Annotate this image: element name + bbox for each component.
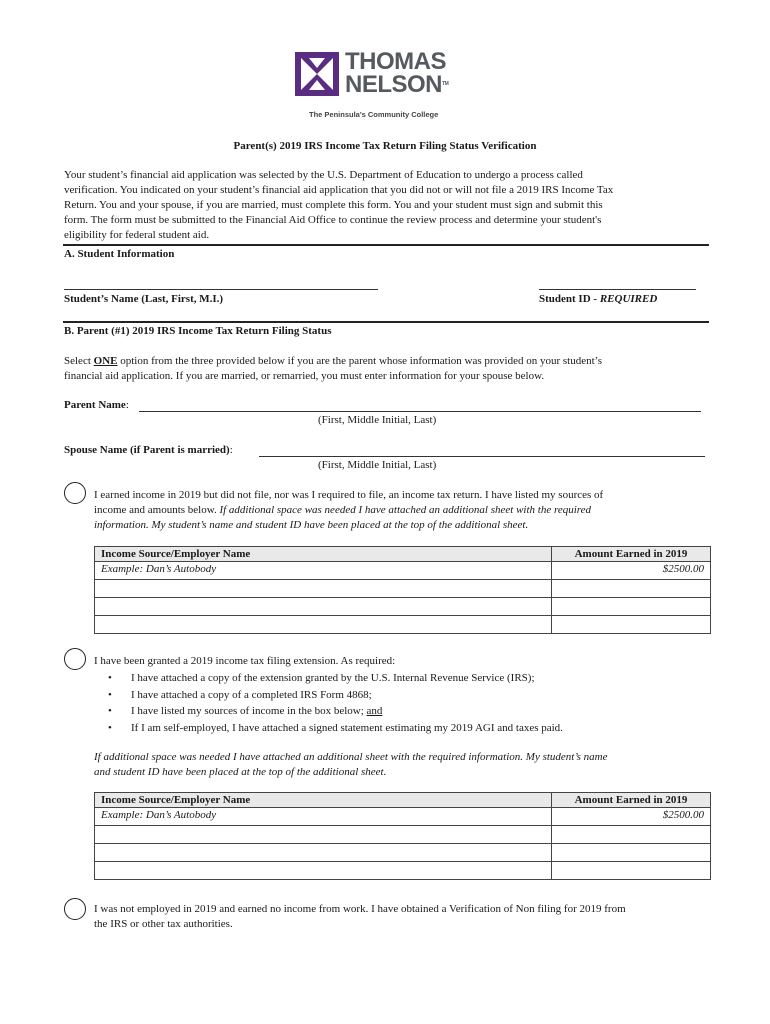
requirement-item: • If I am self-employed, I have attached a signed statement estimating my 2019 AGI and taxes paid.: [94, 720, 563, 737]
table-row: [95, 562, 711, 580]
student-id-field[interactable]: [539, 289, 696, 290]
option-3-line: the IRS or other tax authorities.: [94, 918, 233, 930]
option-1-line-text: income and amounts below.: [94, 504, 220, 516]
amount-earned-header: Amount Earned in 2019: [552, 547, 711, 562]
requirement-item: [94, 703, 563, 720]
amount-cell[interactable]: [552, 598, 711, 616]
intro-line: Return. You and your spouse, if you are married, must complete this form. You and your student must sign and submit this: [64, 199, 603, 211]
college-logo: [295, 50, 480, 120]
option-2-radio[interactable]: [64, 648, 86, 670]
income-source-cell[interactable]: [95, 862, 552, 880]
amount-earned-header: Amount Earned in 2019: [552, 793, 711, 808]
option-3-text: [94, 902, 714, 932]
college-logo-mark-icon: [295, 52, 339, 96]
example-amount: $2500.00: [552, 562, 711, 580]
table-row[interactable]: [95, 580, 711, 598]
student-id-label: [539, 293, 657, 305]
option-3-radio[interactable]: [64, 898, 86, 920]
option-1-line: information. My student’s name and student ID have been placed at the top of the additional sheet.: [94, 519, 529, 531]
instruction-line: [64, 354, 714, 369]
parent-name-field[interactable]: [139, 411, 701, 412]
spouse-name-hint: (First, Middle Initial, Last): [318, 459, 437, 471]
intro-line: Your student’s financial aid application was selected by the U.S. Department of Education to undergo a process called: [64, 169, 583, 181]
intro-paragraph: [64, 168, 714, 243]
option-2-intro: I have been granted a 2019 income tax filing extension. As required:: [94, 655, 396, 667]
amount-cell[interactable]: [552, 616, 711, 634]
spouse-name-field[interactable]: [259, 456, 705, 457]
requirement-item: • I have attached a copy of a completed IRS Form 4868;: [94, 687, 563, 704]
section-b-instructions: [64, 354, 714, 384]
college-tagline: The Peninsula's Community College: [309, 110, 439, 119]
student-name-field[interactable]: [64, 289, 378, 290]
option-1-line-italic: If additional space was needed I have attached an additional sheet with the required: [219, 504, 592, 516]
table-row[interactable]: [95, 862, 711, 880]
table-row: [95, 808, 711, 826]
option-2-requirements: [94, 670, 563, 736]
instruction-text: option from the three provided below if you are the parent whose information was provided on your student’s: [117, 355, 602, 367]
option-2-note: [94, 750, 714, 780]
income-source-header: Income Source/Employer Name: [95, 547, 552, 562]
instruction-text: Select: [64, 355, 94, 367]
logo-line-nelson-text: NELSON: [345, 71, 443, 98]
example-income-source: Example: Dan’s Autobody: [95, 808, 552, 826]
income-source-cell[interactable]: [95, 616, 552, 634]
example-income-source: Example: Dan’s Autobody: [95, 562, 552, 580]
amount-cell[interactable]: [552, 862, 711, 880]
section-divider: [63, 244, 709, 246]
amount-cell[interactable]: [552, 826, 711, 844]
trademark-mark: TM: [442, 81, 449, 87]
intro-line: form. The form must be submitted to the Financial Aid Office to continue the review process and determine your student's: [64, 214, 602, 226]
table-row[interactable]: [95, 844, 711, 862]
example-amount: $2500.00: [552, 808, 711, 826]
option-3-line: I was not employed in 2019 and earned no income from work. I have obtained a Verification of Non filing for 2019 from: [94, 903, 626, 915]
parent-name-hint: (First, Middle Initial, Last): [318, 414, 437, 426]
table-row[interactable]: [95, 616, 711, 634]
intro-line: eligibility for federal student aid.: [64, 229, 210, 241]
income-source-cell[interactable]: [95, 580, 552, 598]
instruction-one-emphasis: ONE: [93, 355, 118, 367]
requirement-text: I have listed my sources of income in the box below;: [131, 705, 367, 717]
parent-name-label: Parent Name:: [64, 399, 129, 411]
student-id-label-text: Student ID -: [539, 293, 600, 305]
spouse-name-label: Spouse Name (if Parent is married):: [64, 444, 233, 456]
income-source-header: Income Source/Employer Name: [95, 793, 552, 808]
amount-cell[interactable]: [552, 580, 711, 598]
instruction-line: financial aid application. If you are married, or remarried, you must enter information for your spouse below.: [64, 370, 545, 382]
section-b-heading: B. Parent (#1) 2019 IRS Income Tax Return Filing Status: [64, 325, 332, 337]
table-row[interactable]: [95, 598, 711, 616]
option-1-line: [94, 503, 714, 518]
student-name-label: Student’s Name (Last, First, M.I.): [64, 293, 224, 305]
table-header-row: [95, 793, 711, 808]
option-2-note-line: If additional space was needed I have attached an additional sheet with the required information. My student’s name: [94, 751, 608, 763]
section-divider: [63, 321, 709, 323]
option-2-note-line: and student ID have been placed at the top of the additional sheet.: [94, 766, 387, 778]
requirement-item: • I have attached a copy of the extension granted by the U.S. Internal Revenue Service (IRS);: [94, 670, 563, 687]
option-1-line: I earned income in 2019 but did not file, nor was I required to file, an income tax return. I have listed my sources of: [94, 489, 604, 501]
spouse-name-label-text: Spouse Name (if Parent is married): [64, 444, 230, 456]
table-header-row: [95, 547, 711, 562]
student-id-required: REQUIRED: [599, 293, 658, 305]
parent-name-label-text: Parent Name: [64, 399, 126, 411]
amount-cell[interactable]: [552, 844, 711, 862]
college-logo-wordmark: [345, 50, 448, 96]
option-1-income-table: [94, 546, 711, 634]
requirement-and: and: [366, 705, 383, 717]
income-source-cell[interactable]: [95, 598, 552, 616]
section-a-heading: A. Student Information: [64, 248, 175, 260]
option-1-radio[interactable]: [64, 482, 86, 504]
table-row[interactable]: [95, 826, 711, 844]
income-source-cell[interactable]: [95, 826, 552, 844]
income-source-cell[interactable]: [95, 844, 552, 862]
logo-line-nelson: [345, 73, 448, 96]
logo-line-thomas: THOMAS: [345, 48, 446, 75]
option-1-text: [94, 488, 714, 533]
form-title: Parent(s) 2019 IRS Income Tax Return Filing Status Verification: [233, 140, 537, 152]
intro-line: verification. You indicated on your student’s financial aid application that you did not or will not file a 2019 IRS Income Tax: [64, 184, 614, 196]
option-2-income-table: [94, 792, 711, 880]
